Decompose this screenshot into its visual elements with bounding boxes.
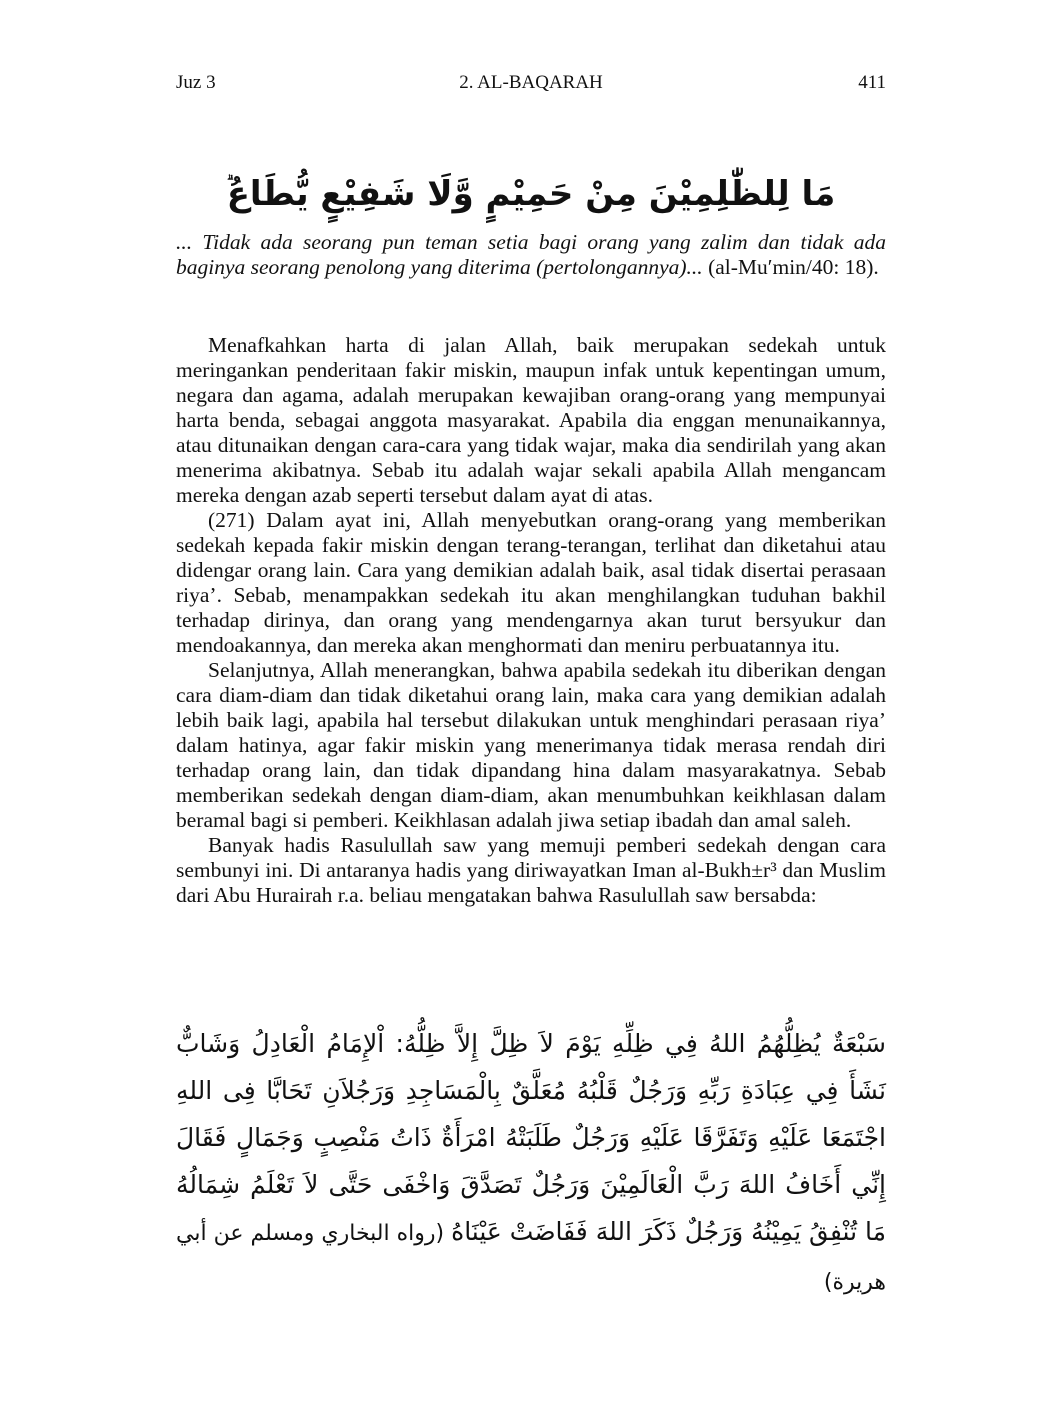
paragraph: Selanjutnya, Allah menerangkan, bahwa apabila sedekah itu diberikan dengan cara diam-diam dan tidak diketahui orang lain, maka cara yang demikian adalah lebih baik lagi, apabila hal tersebut dilakukan untuk menghindari perasaan riya’ dalam hatinya, agar fakir miskin yang menerimanya tidak merasa rendah diri terhadap orang lain, dan tidak dipandang hina dalam masyarakatnya. Sebab memberikan sedekah dengan diam-diam, akan menumbuhkan keikhlasan dalam beramal bagi si pemberi. Keikhlasan adalah jiwa setiap ibadah dan amal saleh. bbox=[176, 658, 886, 832]
page-number: 411 bbox=[858, 72, 886, 93]
verse-arabic-text: مَا لِلظّٰلِمِيْنَ مِنْ حَمِيْمٍ وَّلَا شَفِيْعٍ يُّطَاعُ bbox=[226, 174, 836, 214]
verse-reference: (al-Mu′min/40: 18). bbox=[702, 255, 879, 279]
quran-verse-arabic bbox=[176, 166, 886, 222]
paragraph: Banyak hadis Rasulullah saw yang memuji pemberi sedekah dengan cara sembunyi ini. Di antaranya hadis yang diriwayatkan Iman al-Bukh±r³ dan Muslim dari Abu Hurairah r.a. beliau mengatakan bahwa Rasulullah saw bersabda: bbox=[176, 833, 886, 907]
paragraph: (271) Dalam ayat ini, Allah menyebutkan orang-orang yang memberikan sedekah kepada fakir miskin dengan terang-terangan, terlihat dan diketahui atau didengar orang lain. Cara yang demikian adalah baik, asal tidak disertai perasaan riya’. Sebab, menampakkan sedekah itu akan menghilangkan tuduhan bakhil terhadap dirinya, dan orang yang mendengarnya akan turut bersyukur dan mendoakannya, dan mereka akan menghormati dan meniru perbuatannya itu. bbox=[176, 508, 886, 657]
commentary-body bbox=[176, 333, 886, 908]
translation-text: ... Tidak ada seorang pun teman setia bagi orang yang zalim dan tidak ada baginya seorang penolong yang diterima (pertolongannya)... bbox=[176, 230, 886, 279]
hadith-text: سَبْعَةٌ يُظِلُّهُمُ اللهُ فِي ظِلِّهِ يَوْمَ لاَ ظِلَّ إِلاَّ ظِلُّهُ: اْلإِمَامُ الْعَادِلُ وَشَابٌّ نَشَأَ فِي عِبَادَةِ رَبِّهِ وَرَجُلٌ قَلْبُهُ مُعَلَّقٌ بِالْمَسَاجِدِ وَرَجُلاَنِ تَحَابَّا فِى اللهِ اجْتَمَعَا عَلَيْهِ وَتَفَرَّقَا عَلَيْهِ وَرَجُلٌ طَلَبَتْهُ امْرَأَةٌ ذَاتُ مَنْصِبٍ وَجَمَالٍ فَقَالَ إِنِّي أَخَافُ اللهَ رَبَّ الْعَالَمِيْنَ وَرَجُلٌ تَصَدَّقَ وَاخْفَى حَتَّى لاَ تَعْلَمُ شِمَالُهُ مَا تُنْفِقُ يَمِيْنُهُ وَرَجُلٌ ذَكَرَ اللهَ فَفَاضَتْ عَيْنَاهُ bbox=[176, 1029, 886, 1246]
hadith-arabic bbox=[176, 1020, 886, 1306]
hadith-source: (رواه البخاري ومسلم عن أبي هريرة) bbox=[176, 1221, 886, 1295]
running-header bbox=[176, 72, 886, 100]
verse-translation bbox=[176, 230, 886, 280]
juz-label: Juz 3 bbox=[176, 72, 216, 93]
surah-title: 2. AL-BAQARAH bbox=[459, 72, 603, 93]
paragraph: Menafkahkan harta di jalan Allah, baik merupakan sedekah untuk meringankan penderitaan fakir miskin, maupun infak untuk kepentingan umum, negara dan agama, adalah merupakan kewajiban orang-orang yang mempunyai harta benda, sebagai anggota masyarakat. Apabila dia enggan menunaikannya, atau ditunaikan dengan cara-cara yang tidak wajar, maka dia sendirilah yang akan menerima akibatnya. Sebab itu adalah wajar sekali apabila Allah mengancam mereka dengan azab seperti tersebut dalam ayat di atas. bbox=[176, 333, 886, 507]
